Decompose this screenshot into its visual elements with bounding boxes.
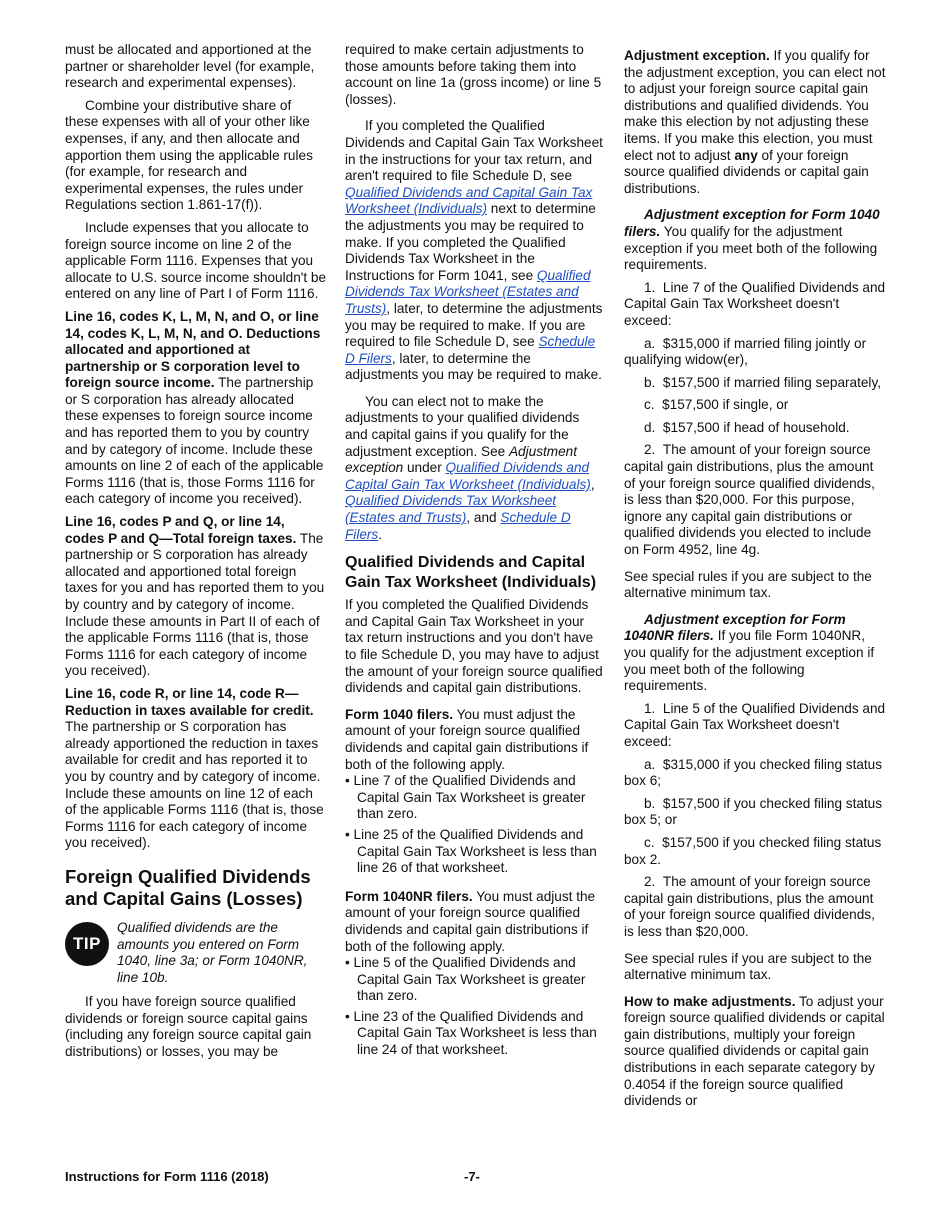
requirement: b. $157,500 if married filing separately, — [644, 374, 882, 390]
link-qd-worksheet-estates[interactable]: Qualified Dividends Tax Worksheet (Estates and Trusts) — [345, 267, 591, 316]
paragraph: If you completed the Qualified Dividends and Capital Gain Tax Worksheet in the instructions for your tax return, and aren't required to file Schedule D, see Qualified Dividends and Capital Gain Tax Worksheet (Individuals) next to determine the adjustments you may be required to make. If you completed the Qualified Dividends Tax Worksheet in the Instructions for Form 1041, see Qualified Dividends Tax Worksheet (Estates and Trusts), later, to determine the adjustments you may be required to make. If you are required to file Schedule D, see Schedule D Filers, later, to determine the adjustments you may be required to make. — [345, 118, 603, 383]
requirement: c. $157,500 if single, or — [644, 397, 789, 413]
paragraph: Line 16, code R, or line 14, code R—Reduction in taxes available for credit. The partnership or S corporation has already apportioned the reduction in taxes available for credit and has reported it to you by country and by category of income. Include these amounts on line 12 of each of the applicable Forms 1116 (that is, those Forms 1116 for each category of income you received). — [65, 685, 324, 851]
list-item: • Line 23 of the Qualified Dividends and Capital Gain Tax Worksheet is less than line 24 of that worksheet. — [345, 1008, 597, 1058]
column-3 — [624, 48, 886, 1116]
link-schedule-d-filers[interactable]: Schedule D Filers — [345, 334, 596, 366]
requirement: a. $315,000 if married filing jointly or qualifying widow(er), — [624, 335, 867, 368]
tip-text: Qualified dividends are the amounts you entered on Form 1040, line 3a; or Form 1040NR, line 10b. — [117, 919, 308, 985]
column-1 — [65, 42, 327, 1067]
link-schedule-d-filers[interactable]: Schedule D Filers — [345, 510, 571, 542]
paragraph: Combine your distributive share of these expenses with all of your other like expenses, if any, and then allocate and apportion them using the applicable rules (for example, for research and experimental expenses, the rules under Regulations section 1.861-17(f)). — [65, 97, 313, 213]
run-in-heading: Line 16, code R, or line 14, code R—Reduction in taxes available for credit. — [65, 685, 314, 718]
paragraph: How to make adjustments. To adjust your foreign source qualified dividends or capital gain distributions, multiply your foreign source qualified dividends or capital gain distributions in each separate category by 0.4054 if the foreign source qualified dividends or — [624, 993, 885, 1109]
list-item: • Line 7 of the Qualified Dividends and Capital Gain Tax Worksheet is greater than zero. — [345, 773, 586, 822]
paragraph: Line 16, codes K, L, M, N, and O, or line 14, codes K, L, M, N, and O. Deductions allocated and apportioned at partnership or S corporation level to foreign source income. The partnership or S corporation has already allocated these expenses to foreign source income and has reported them to you by country and by category of income. Include these amounts on line 2 of each of the applicable Forms 1116 (that is, those Forms 1116 for each category of income you received). — [65, 308, 324, 507]
paragraph: Adjustment exception for Form 1040NR filers. If you file Form 1040NR, you qualify for the adjustment exception if you meet both of the following requirements. — [624, 611, 875, 694]
bullet-icon: • — [345, 826, 350, 842]
tip-icon: TIP — [65, 922, 109, 966]
requirement: 1. Line 7 of the Qualified Dividends and Capital Gain Tax Worksheet doesn't exceed: — [624, 279, 886, 328]
paragraph: See special rules if you are subject to the alternative minimum tax. — [624, 950, 872, 983]
footer-form-title: Instructions for Form 1116 (2018) — [65, 1169, 269, 1184]
bullet-icon: • — [345, 773, 350, 789]
paragraph: If you have foreign source qualified dividends or foreign source capital gains (including any foreign source capital gain distributions) or losses, you may be — [65, 994, 312, 1060]
requirement: 1. Line 5 of the Qualified Dividends and Capital Gain Tax Worksheet doesn't exceed: — [624, 700, 886, 749]
paragraph: required to make certain adjustments to those amounts before taking them into account on line 1a (gross income) or line 5 (losses). — [345, 42, 602, 107]
section-heading: Foreign Qualified Dividends and Capital Gains (Losses) — [65, 865, 311, 909]
page-number: -7- — [464, 1169, 480, 1184]
link-qd-worksheet-estates[interactable]: Qualified Dividends Tax Worksheet (Estates and Trusts) — [345, 493, 557, 526]
paragraph: must be allocated and apportioned at the partner or shareholder level (for example, research and experimental expenses). — [65, 42, 315, 91]
link-qd-worksheet-individuals[interactable]: Qualified Dividends and Capital Gain Tax Worksheet (Individuals) — [345, 460, 591, 492]
run-in-heading: Line 16, codes K, L, M, N, and O, or line 14, codes K, L, M, N, and O. Deductions allocated and apportioned at partnership or S corporation level to foreign source income. — [65, 308, 321, 391]
run-in-heading: Line 16, codes P and Q, or line 14, codes P and Q—Total foreign taxes. — [65, 514, 297, 546]
paragraph: Adjustment exception for Form 1040 filers. You qualify for the adjustment exception if you meet both of the following requirements. — [624, 207, 880, 273]
paragraph: Line 16, codes P and Q, or line 14, codes P and Q—Total foreign taxes. The partnership or S corporation has already allocated and apportioned total foreign taxes for you and has reported them to you by country and by category of income. Include these amounts in Part II of each of the applicable Forms 1116 (that is, those Forms 1116 for each category of income you received). — [65, 514, 325, 679]
requirement: 2. The amount of your foreign source capital gain distributions, plus the amount of your foreign source qualified dividends, is less than $20,000. For this purpose, ignore any capital gain distributions or qualified dividends you elected to include on Form 4952, line 4g. — [624, 442, 875, 558]
requirement: 2. The amount of your foreign source capital gain distributions, plus the amount of your foreign source qualified dividends, is less than $20,000. — [624, 874, 875, 939]
column-2 — [345, 42, 605, 1063]
paragraph: See special rules if you are subject to the alternative minimum tax. — [624, 568, 872, 601]
paragraph: Form 1040 filers. You must adjust the amount of your foreign source qualified dividends and capital gain distributions if both of the following apply. — [345, 706, 589, 772]
paragraph: Form 1040NR filers. You must adjust the amount of your foreign source qualified dividends and capital gain distributions if both of the following apply. — [345, 888, 596, 954]
bullet-icon: • — [345, 955, 350, 971]
requirement: a. $315,000 if you checked filing status box 6; — [624, 756, 883, 789]
tip-box — [65, 920, 327, 986]
requirement: d. $157,500 if head of household. — [644, 419, 850, 435]
list-item: • Line 25 of the Qualified Dividends and Capital Gain Tax Worksheet is less than line 26 of that worksheet. — [345, 826, 597, 876]
subsection-heading: Qualified Dividends and Capital Gain Tax Worksheet (Individuals) — [345, 554, 597, 592]
requirement: c. $157,500 if you checked filing status box 2. — [624, 834, 882, 867]
list-item: • Line 5 of the Qualified Dividends and Capital Gain Tax Worksheet is greater than zero. — [345, 955, 586, 1004]
paragraph: You can elect not to make the adjustments to your qualified dividends and capital gains if you qualify for the adjustment exception. See Adjustment exception under Qualified Dividends and Capital Gain Tax Worksheet (Individuals), Qualified Dividends Tax Worksheet (Estates and Trusts), and Schedule D Filers. — [345, 393, 595, 542]
paragraph: Include expenses that you allocate to foreign source income on line 2 of the applicable Form 1116. Expenses that you allocate to U.S. source income shouldn't be entered on any line of Part I of Form 1116. — [65, 219, 327, 302]
requirement: b. $157,500 if you checked filing status box 5; or — [624, 795, 883, 828]
paragraph: If you completed the Qualified Dividends and Capital Gain Tax Worksheet in your tax return instructions and you don't have to file Schedule D, you may have to adjust the amount of your foreign source qualified dividends and capital gain distributions. — [345, 597, 603, 696]
bullet-icon: • — [345, 1008, 350, 1024]
link-qd-worksheet-individuals[interactable]: Qualified Dividends and Capital Gain Tax Worksheet (Individuals) — [345, 184, 593, 217]
paragraph: Adjustment exception. If you qualify for the adjustment exception, you can elect not to adjust your foreign source capital gain distributions and qualified dividends. You make this election by not adjusting these items. If you make this election, you must elect not to adjust any of your foreign source qualified dividends or capital gain distributions. — [624, 48, 886, 196]
